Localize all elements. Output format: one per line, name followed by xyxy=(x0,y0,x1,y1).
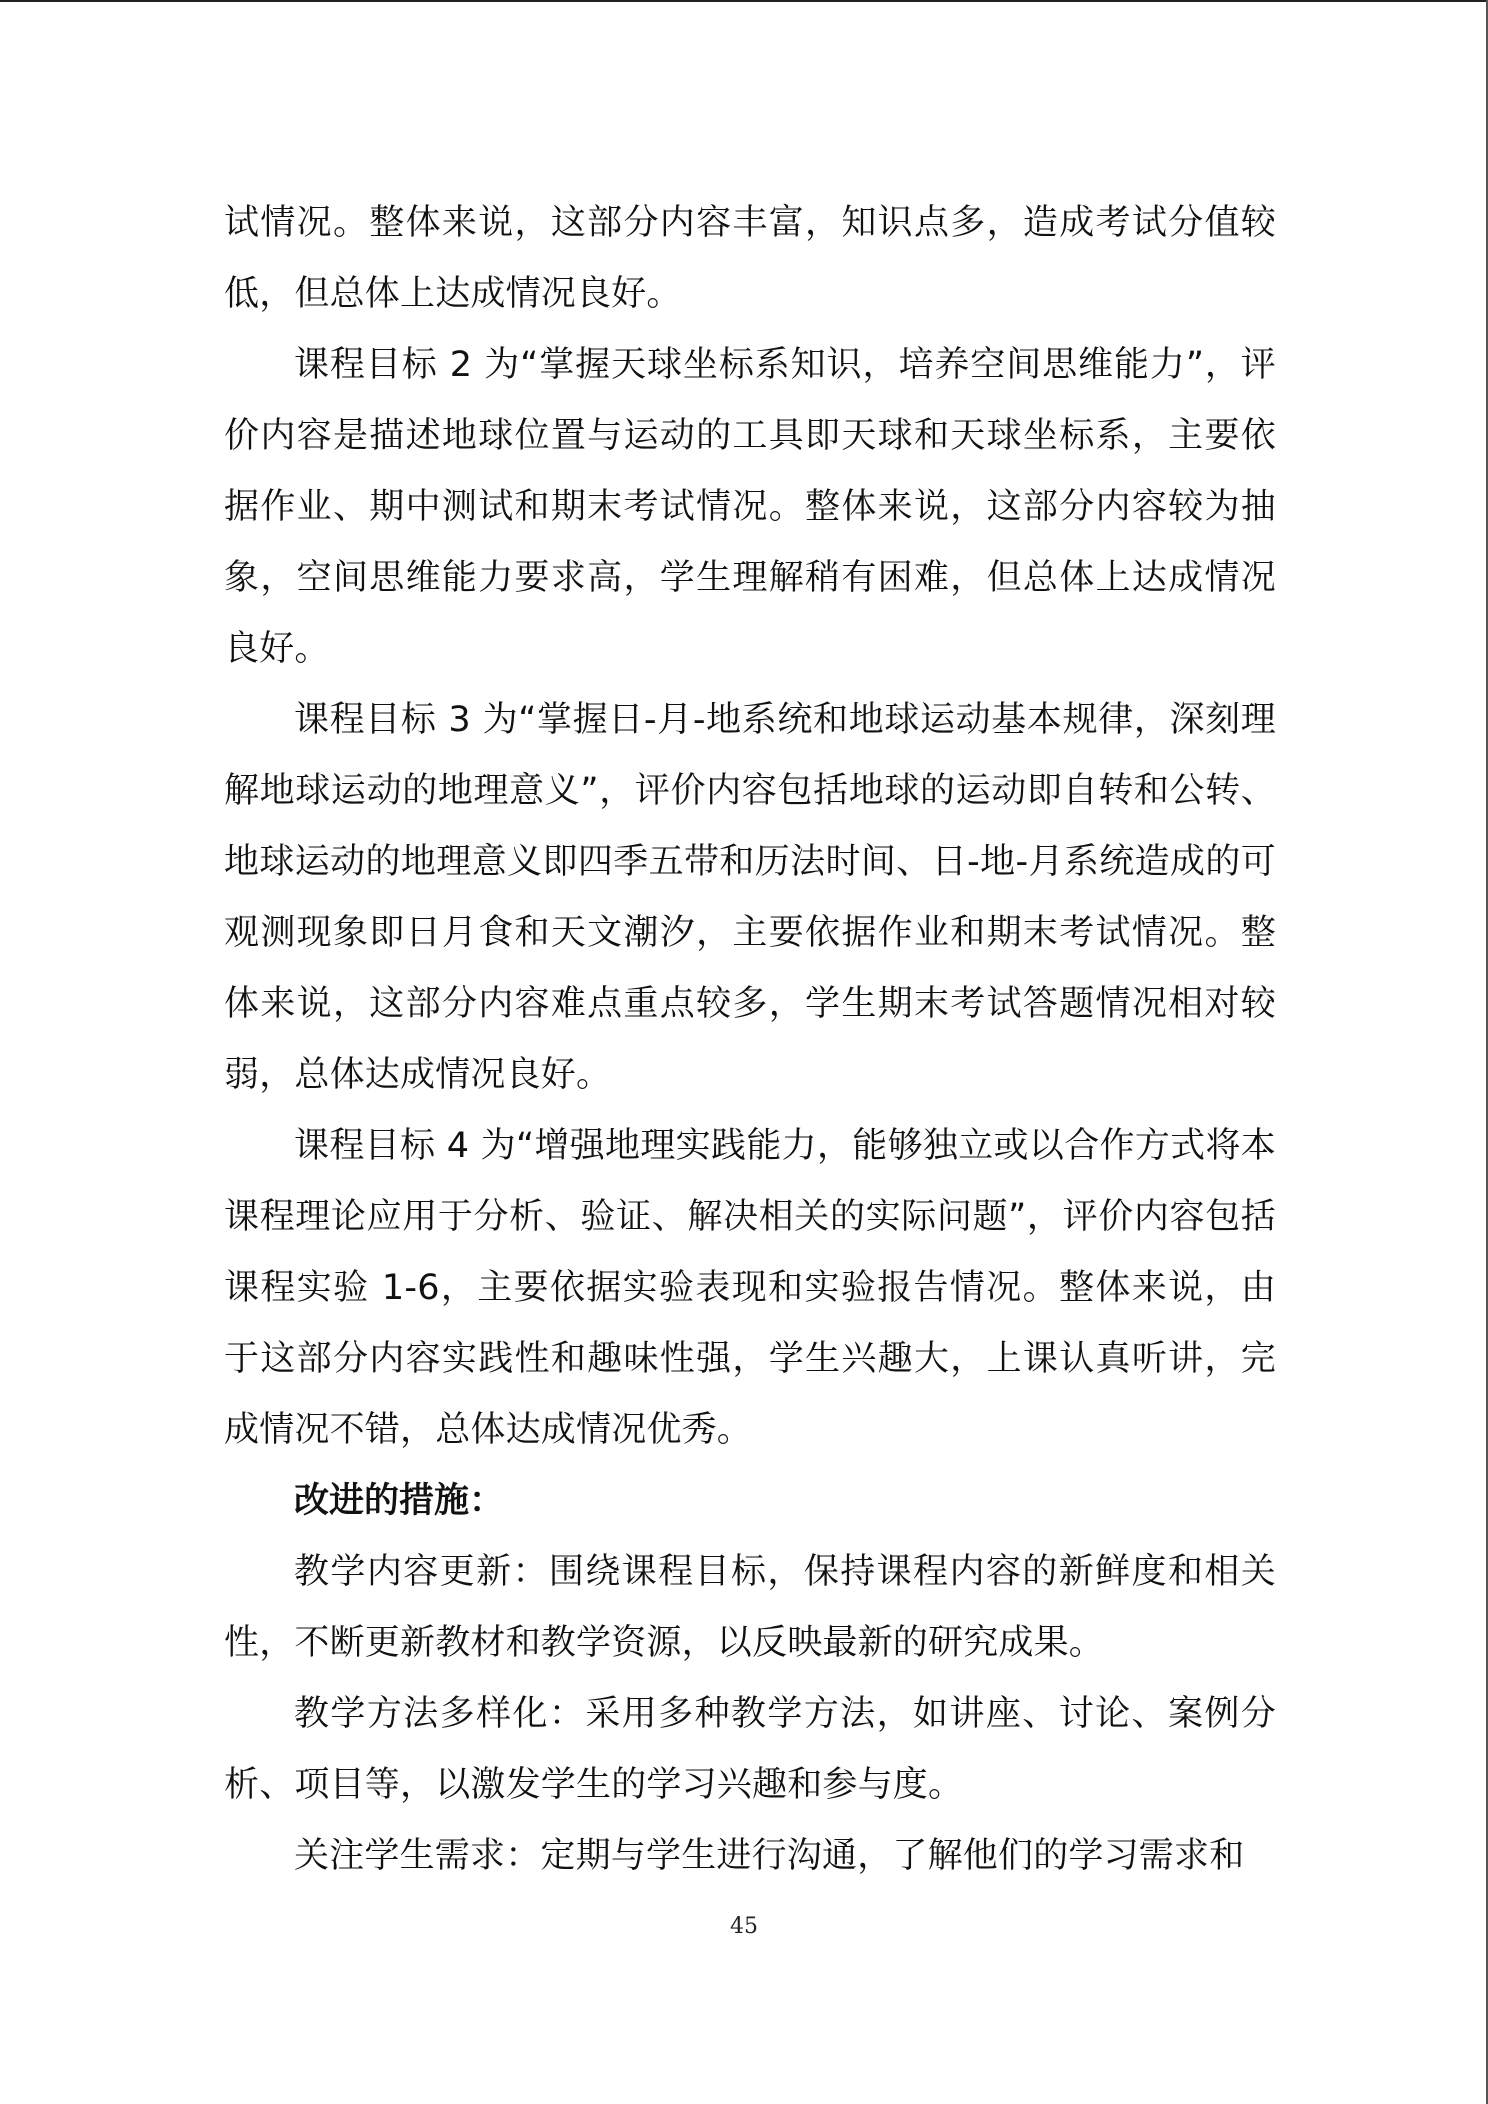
measure-teaching-methods: 教学方法多样化：采用多种教学方法，如讲座、讨论、案例分析、项目等，以激发学生的学习兴趣和参与度。 xyxy=(224,1694,1276,1805)
improvement-measures-heading: 改进的措施： xyxy=(294,1481,505,1521)
measure-student-needs: 关注学生需求：定期与学生进行沟通，了解他们的学习需求和 xyxy=(294,1836,1245,1876)
paragraph-continuation: 试情况。整体来说，这部分内容丰富，知识点多，造成考试分值较低，但总体上达成情况良好。 xyxy=(224,203,1276,314)
page-number: 45 xyxy=(730,1914,758,1939)
page-top-border xyxy=(0,0,1488,2)
paragraph-course-goal-4: 课程目标 4 为“增强地理实践能力，能够独立或以合作方式将本课程理论应用于分析、验证、解决相关的实际问题”，评价内容包括课程实验 1-6，主要依据实验表现和实验报告情况。整体来说，由于这部分内容实践性和趣味性强，学生兴趣大，上课认真听讲，完成情况不错，总体达成情况优秀。 xyxy=(224,1126,1276,1450)
paragraph-course-goal-3: 课程目标 3 为“掌握日-月-地系统和地球运动基本规律，深刻理解地球运动的地理意义”，评价内容包括地球的运动即自转和公转、地球运动的地理意义即四季五带和历法时间、日-地-月系统造成的可观测现象即日月食和天文潮汐，主要依据作业和期末考试情况。整体来说，这部分内容难点重点较多，学生期末考试答题情况相对较弱，总体达成情况良好。 xyxy=(224,700,1276,1095)
measure-content-update: 教学内容更新：围绕课程目标，保持课程内容的新鲜度和相关性，不断更新教材和教学资源，以反映最新的研究成果。 xyxy=(224,1552,1276,1663)
paragraph-course-goal-2: 课程目标 2 为“掌握天球坐标系知识，培养空间思维能力”，评价内容是描述地球位置与运动的工具即天球和天球坐标系，主要依据作业、期中测试和期末考试情况。整体来说，这部分内容较为抽象，空间思维能力要求高，学生理解稍有困难，但总体上达成情况良好。 xyxy=(224,345,1276,669)
document-body xyxy=(224,188,1276,1892)
